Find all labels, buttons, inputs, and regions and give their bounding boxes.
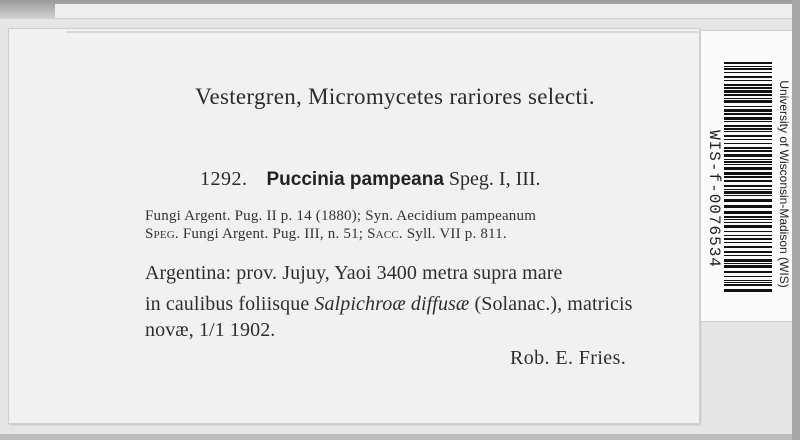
barcode-bar	[724, 172, 772, 175]
barcode-bar	[724, 135, 772, 137]
barcode-bar	[724, 280, 772, 281]
barcode-bar	[724, 185, 772, 187]
barcode-bar	[724, 246, 772, 248]
barcode-bar	[724, 189, 772, 190]
barcode-bar	[724, 195, 772, 196]
barcode-bar	[724, 238, 772, 240]
institution-text: University of Wisconsin-Madison (WIS)	[777, 80, 791, 288]
locality-line-1: Argentina: prov. Jujuy, Yaoi 3400 metra supra mare	[145, 262, 563, 284]
collector: Rob. E. Fries.	[510, 347, 627, 369]
barcode-bar	[724, 191, 772, 194]
barcode-bar	[724, 90, 772, 93]
barcode-bar	[724, 231, 772, 232]
barcode-bar	[724, 117, 772, 120]
barcode-bar	[724, 159, 772, 160]
barcode-bar	[724, 282, 772, 283]
barcode-bar	[724, 72, 772, 73]
barcode-bar	[724, 222, 772, 223]
barcode-bar	[724, 251, 772, 253]
barcode-bar	[724, 128, 772, 130]
species-authority-text: Speg. I, III.	[448, 168, 541, 190]
barcode-bar	[724, 167, 772, 170]
reference-sacc: Sacc.	[367, 226, 403, 242]
barcode-bar	[724, 242, 772, 243]
host-name: Salpichroæ diffusæ	[314, 293, 470, 315]
barcode-bar	[724, 180, 772, 182]
reference-author: Speg.	[145, 226, 179, 242]
right-edge	[792, 0, 800, 440]
barcode-bar	[724, 176, 772, 178]
barcode-bar	[724, 131, 772, 132]
species-name: Puccinia pampeana	[266, 169, 444, 190]
reference-end: Syll. VII p. 811.	[402, 226, 507, 242]
barcode-bar	[724, 199, 772, 202]
barcode-bar	[724, 271, 772, 273]
locality-pre: in caulibus foliisque	[145, 293, 315, 315]
barcode-bar	[724, 259, 772, 262]
barcode-bar	[724, 106, 772, 107]
reference-text: Fungi Argent. Pug. III, n. 51;	[178, 226, 368, 242]
barcode-bar	[724, 211, 772, 214]
barcode-bar	[724, 80, 772, 81]
barcode-bar	[724, 87, 772, 89]
barcode-bar	[724, 121, 772, 122]
locality-line-2	[145, 293, 697, 316]
barcode-bar	[724, 284, 772, 286]
barcode-bar	[724, 76, 772, 78]
institution	[776, 60, 792, 310]
locality-line-3: novæ, 1/1 1902.	[145, 319, 276, 341]
barcode-bar	[724, 109, 772, 112]
barcode-bar	[724, 289, 772, 292]
barcode-bar	[724, 225, 772, 228]
barcode-bar	[724, 235, 772, 236]
barcode-bar	[724, 94, 772, 96]
barcode-bar	[724, 263, 772, 264]
barcode-bar	[724, 100, 772, 103]
barcode-bar	[724, 219, 772, 220]
barcode-bar	[724, 255, 772, 256]
barcode-bar	[724, 66, 772, 67]
barcode-bar	[724, 147, 772, 149]
barcode-bar	[724, 143, 772, 144]
label-edge	[66, 31, 698, 33]
barcode-bar	[724, 205, 772, 208]
barcode-bar	[724, 98, 772, 99]
specimen-number: 1292.	[200, 168, 248, 190]
barcode-bar	[724, 276, 772, 277]
species-line	[200, 168, 541, 191]
barcode-bar	[724, 62, 772, 64]
barcode-id-text: WIS-f-0076534	[705, 130, 723, 268]
barcode-bar	[724, 154, 772, 157]
barcode-id	[704, 100, 724, 300]
barcode-bar	[724, 68, 772, 70]
barcode-bar	[724, 84, 772, 86]
barcode-bar	[724, 161, 772, 163]
barcode-bar	[724, 164, 772, 165]
reference-line-2	[145, 226, 697, 243]
barcode-bar	[724, 113, 772, 115]
series-title: Vestergren, Micromycetes rariores selecti.	[195, 84, 595, 109]
barcode-bar	[724, 150, 772, 152]
barcode-bar	[724, 125, 772, 127]
barcode-bar	[724, 265, 772, 268]
locality-post: (Solanac.), matricis	[469, 293, 633, 315]
barcode-bar	[724, 216, 772, 218]
reference-line-1: Fungi Argent. Pug. II p. 14 (1880); Syn. Aecidium pampeanum	[145, 208, 537, 224]
barcode	[724, 62, 772, 292]
barcode-bar	[724, 139, 772, 140]
